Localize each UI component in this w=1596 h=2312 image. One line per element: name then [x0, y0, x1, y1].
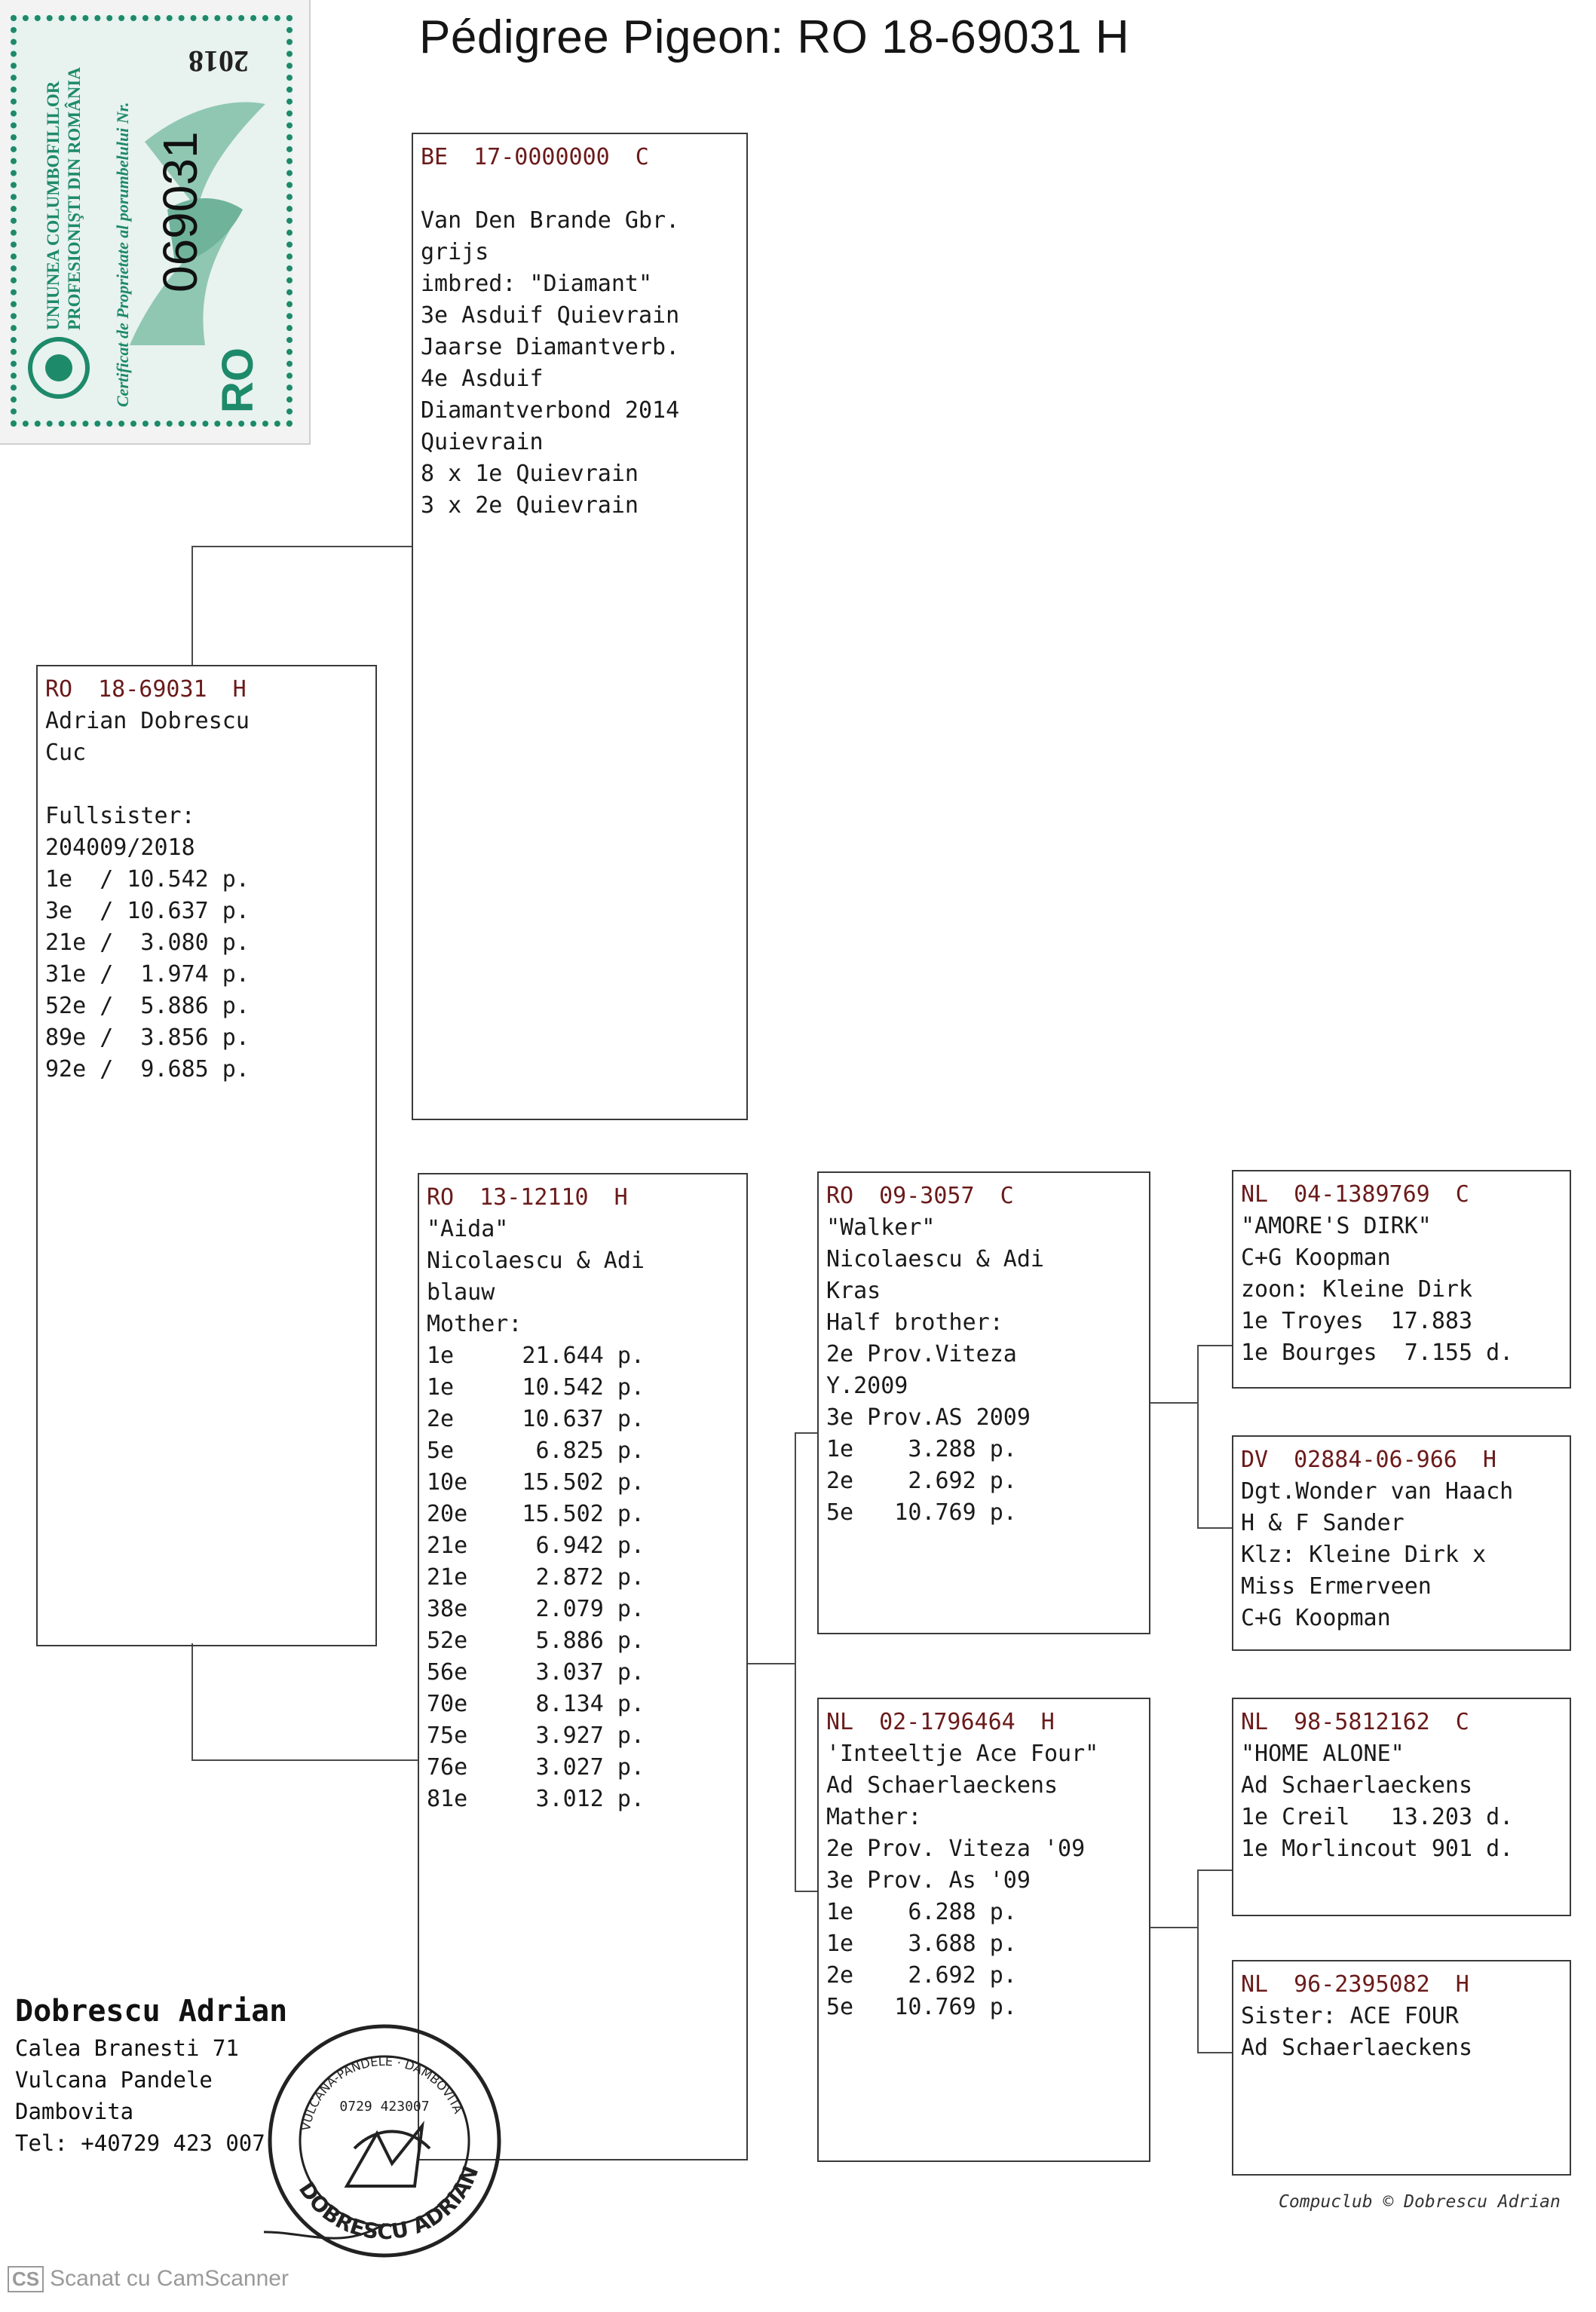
- connector: [1197, 1870, 1232, 1871]
- pigeon-info-line: 38e 2.079 p.: [427, 1596, 645, 1622]
- ring-number-header: [826, 1707, 1149, 1738]
- pigeon-info-line: 3e Asduif Quievrain: [421, 302, 680, 329]
- pigeon-info-line: "AMORE'S DIRK": [1241, 1213, 1432, 1239]
- pigeon-info-line: Mother:: [427, 1311, 522, 1337]
- seal-inner-text: VULCANA-PANDELE · DAMBOVITA: [298, 2053, 466, 2133]
- pigeon-info-line: Kras: [826, 1278, 881, 1304]
- pigeon-info-line: blauw: [427, 1279, 495, 1306]
- pigeon-info-line: zoon: Kleine Dirk: [1241, 1276, 1473, 1303]
- pigeon-info-line: 2e 2.692 p.: [826, 1962, 1017, 1989]
- ring-sex: H: [232, 676, 247, 703]
- connector: [795, 1432, 796, 1892]
- seal-phone: 0729 423007: [339, 2099, 430, 2114]
- owner-phone: Tel: +40729 423 007: [15, 2130, 265, 2156]
- pigeon-card-gg1: [1232, 1170, 1571, 1389]
- ring-ring: 02-1796464: [879, 1709, 1015, 1735]
- ring-sex: H: [1040, 1709, 1055, 1735]
- pigeon-info-line: Van Den Brande Gbr.: [421, 207, 680, 234]
- pigeon-info-line: Dgt.Wonder van Haach: [1241, 1478, 1514, 1505]
- ownership-certificate-stamp: [0, 0, 311, 445]
- pigeon-info-line: Jaarse Diamantverb.: [421, 334, 680, 360]
- owner-address-line: Calea Branesti 71: [15, 2035, 239, 2061]
- ring-number-header: [1241, 1444, 1570, 1476]
- pigeon-info-line: C+G Koopman: [1241, 1605, 1391, 1631]
- pigeon-info-line: 1e 6.288 p.: [826, 1899, 1017, 1925]
- scanner-label: Scanat cu CamScanner: [50, 2266, 289, 2291]
- pigeon-info-line: C+G Koopman: [1241, 1245, 1391, 1271]
- ring-ring: 09-3057: [879, 1183, 975, 1209]
- ring-country: RO: [45, 676, 73, 703]
- pigeon-info-line: 3e Prov.AS 2009: [826, 1404, 1031, 1431]
- pigeon-info-line: imbred: "Diamant": [421, 271, 653, 297]
- owner-address-line: Dambovita: [15, 2099, 134, 2124]
- ring-sex: C: [1000, 1183, 1014, 1209]
- pigeon-card-subject: [36, 665, 377, 1646]
- pigeon-info-line: 204009/2018: [45, 834, 195, 861]
- pigeon-info-line: 4e Asduif: [421, 366, 544, 392]
- software-credit: Compuclub © Dobrescu Adrian: [1279, 2192, 1561, 2212]
- pigeon-info-line: 52e 5.886 p.: [427, 1628, 645, 1654]
- pigeon-info-line: 76e 3.027 p.: [427, 1754, 645, 1781]
- pigeon-info-line: 52e / 5.886 p.: [45, 993, 250, 1019]
- ring-country: DV: [1241, 1447, 1269, 1473]
- pigeon-info-line: Mather:: [826, 1804, 922, 1830]
- ring-country: NL: [1241, 1971, 1269, 1998]
- stamp-country: RO: [213, 348, 262, 413]
- ring-ring: 98-5812162: [1294, 1709, 1430, 1735]
- ring-ring: 13-12110: [479, 1184, 589, 1211]
- ring-country: NL: [1241, 1181, 1269, 1208]
- pigeon-info-line: 1e Bourges 7.155 d.: [1241, 1340, 1514, 1366]
- stamp-cert-label: Certificat de Proprietate al porumbelului Nr.: [113, 102, 132, 407]
- connector: [746, 1663, 796, 1664]
- ring-ring: 18-69031: [98, 676, 207, 703]
- ring-sex: C: [1455, 1709, 1469, 1735]
- pigeon-info-line: 21e 6.942 p.: [427, 1533, 645, 1559]
- connector: [191, 546, 193, 665]
- connector: [191, 546, 412, 547]
- stamp-year: 2018: [188, 44, 249, 78]
- ring-number-header: [421, 142, 746, 173]
- ring-sex: H: [614, 1184, 628, 1211]
- pigeon-info-line: 1e Morlincout 901 d.: [1241, 1836, 1514, 1862]
- pigeon-card-gg2: [1232, 1435, 1571, 1651]
- connector: [1197, 1870, 1199, 2053]
- stamp-border: [11, 15, 293, 427]
- ring-number-header: [826, 1180, 1149, 1212]
- pigeon-info-line: 2e Prov.Viteza: [826, 1341, 1017, 1367]
- ring-number-header: [1241, 1179, 1570, 1211]
- svg-text:VULCANA-PANDELE · DAMBOVITA: [299, 2054, 466, 2132]
- scanner-watermark: [8, 2266, 289, 2292]
- connector: [795, 1432, 817, 1434]
- pigeon-info-line: 75e 3.927 p.: [427, 1723, 645, 1749]
- page-title: Pédigree Pigeon: RO 18-69031 H: [419, 11, 1130, 63]
- owner-address-block: [15, 1990, 287, 2159]
- pigeon-info-line: 21e 2.872 p.: [427, 1564, 645, 1591]
- ring-ring: 96-2395082: [1294, 1971, 1430, 1998]
- pigeon-info-line: 3 x 2e Quievrain: [421, 492, 639, 519]
- pigeon-info-line: 8 x 1e Quievrain: [421, 461, 639, 487]
- stamp-number: 069031: [153, 131, 207, 292]
- owner-name: Dobrescu Adrian: [15, 1994, 288, 2029]
- pigeon-info-line: H & F Sander: [1241, 1510, 1405, 1536]
- pigeon-info-line: 'Inteeltje Ace Four": [826, 1741, 1099, 1767]
- pigeon-info-line: Cuc: [45, 740, 87, 766]
- connector: [1197, 1345, 1232, 1346]
- pigeon-info-line: Klz: Kleine Dirk x: [1241, 1542, 1487, 1568]
- ring-country: NL: [826, 1709, 854, 1735]
- pigeon-info-line: Fullsister:: [45, 803, 195, 829]
- ring-number-header: [1241, 1969, 1570, 2001]
- blank-line: [45, 769, 375, 801]
- pigeon-info-line: 5e 6.825 p.: [427, 1438, 645, 1464]
- ring-sex: H: [1455, 1971, 1469, 1998]
- ring-ring: 02884-06-966: [1294, 1447, 1457, 1473]
- ring-country: RO: [427, 1184, 455, 1211]
- pigeon-info-line: 20e 15.502 p.: [427, 1501, 645, 1527]
- connector: [795, 1891, 817, 1892]
- pigeon-card-father: [412, 133, 748, 1120]
- pigeon-info-line: Nicolaescu & Adi: [427, 1248, 645, 1274]
- ring-number-header: [1241, 1707, 1570, 1738]
- pigeon-info-line: Miss Ermerveen: [1241, 1573, 1432, 1600]
- stamp-org-line1: UNIUNEA COLUMBOFILILOR: [44, 81, 63, 330]
- pigeon-info-line: Sister: ACE FOUR: [1241, 2003, 1459, 2029]
- owner-address-line: Vulcana Pandele: [15, 2067, 213, 2093]
- ring-sex: C: [1455, 1181, 1469, 1208]
- pigeon-info-line: 5e 10.769 p.: [826, 1499, 1017, 1526]
- pigeon-info-line: 70e 8.134 p.: [427, 1691, 645, 1717]
- ring-sex: H: [1482, 1447, 1496, 1473]
- pigeon-info-line: 2e Prov. Viteza '09: [826, 1836, 1086, 1862]
- pigeon-card-gg4: [1232, 1960, 1571, 2176]
- pigeon-card-gg3: [1232, 1698, 1571, 1916]
- pigeon-info-line: Nicolaescu & Adi: [826, 1246, 1044, 1272]
- connector: [1197, 1527, 1232, 1529]
- seal-outer-text: DOBRESCU ADRIAN: [293, 2162, 484, 2245]
- ring-ring: 04-1389769: [1294, 1181, 1430, 1208]
- pigeon-info-line: Ad Schaerlaeckens: [1241, 1772, 1473, 1799]
- ring-number-header: [45, 674, 375, 706]
- round-seal-stamp: [264, 2020, 505, 2261]
- pigeon-info-line: 5e 10.769 p.: [826, 1994, 1017, 2020]
- pigeon-info-line: 1e 21.644 p.: [427, 1343, 645, 1369]
- pigeon-info-line: 1e Creil 13.203 d.: [1241, 1804, 1514, 1830]
- ring-country: NL: [1241, 1709, 1269, 1735]
- pigeon-info-line: 89e / 3.856 p.: [45, 1024, 250, 1051]
- pigeon-info-line: Y.2009: [826, 1373, 908, 1399]
- connector: [1149, 1927, 1199, 1928]
- pigeon-info-line: 92e / 9.685 p.: [45, 1056, 250, 1083]
- pigeon-info-line: 1e 3.288 p.: [826, 1436, 1017, 1462]
- connector: [1149, 1402, 1199, 1404]
- pigeon-info-line: "Aida": [427, 1216, 509, 1242]
- pigeon-card-mother: [418, 1173, 748, 2160]
- pigeon-info-line: Adrian Dobrescu: [45, 708, 250, 734]
- pigeon-info-line: 2e 10.637 p.: [427, 1406, 645, 1432]
- blank-line: [421, 173, 746, 205]
- ring-number-header: [427, 1182, 746, 1214]
- connector: [191, 1759, 418, 1761]
- pigeon-info-line: Quievrain: [421, 429, 544, 455]
- pigeon-info-line: "HOME ALONE": [1241, 1741, 1405, 1767]
- pigeon-info-line: 31e / 1.974 p.: [45, 961, 250, 988]
- pigeon-info-line: Ad Schaerlaeckens: [1241, 2035, 1473, 2061]
- pigeon-info-line: 1e 10.542 p.: [427, 1374, 645, 1401]
- ring-sex: C: [635, 144, 649, 170]
- pigeon-info-line: 81e 3.012 p.: [427, 1786, 645, 1812]
- ring-ring: 17-0000000: [473, 144, 610, 170]
- pigeon-info-line: 10e 15.502 p.: [427, 1469, 645, 1496]
- pigeon-info-line: 3e Prov. As '09: [826, 1867, 1031, 1894]
- pigeon-info-line: 3e / 10.637 p.: [45, 898, 250, 924]
- pigeon-info-line: 1e Troyes 17.883: [1241, 1308, 1473, 1334]
- pigeon-info-line: 1e 3.688 p.: [826, 1931, 1017, 1957]
- pigeon-card-mm-mother: [817, 1698, 1150, 2162]
- scanner-badge: CS: [8, 2266, 44, 2292]
- pigeon-info-line: "Walker": [826, 1214, 936, 1241]
- stamp-org-line2: PROFESIONIŞTI DIN ROMÂNIA: [65, 67, 84, 330]
- pigeon-info-line: grijs: [421, 239, 489, 265]
- pigeon-info-line: Diamantverbond 2014: [421, 397, 680, 424]
- ring-country: BE: [421, 144, 449, 170]
- pigeon-info-line: Half brother:: [826, 1309, 1003, 1336]
- pigeon-info-line: 2e 2.692 p.: [826, 1468, 1017, 1494]
- connector: [1197, 2052, 1232, 2053]
- pigeon-info-line: 1e / 10.542 p.: [45, 866, 250, 893]
- connector: [1197, 1345, 1199, 1529]
- pigeon-info-line: 21e / 3.080 p.: [45, 929, 250, 956]
- pigeon-card-mm-father: [817, 1171, 1150, 1634]
- ring-country: RO: [826, 1183, 854, 1209]
- pigeon-info-line: Ad Schaerlaeckens: [826, 1772, 1058, 1799]
- connector: [191, 1643, 193, 1761]
- pigeon-info-line: 56e 3.037 p.: [427, 1659, 645, 1686]
